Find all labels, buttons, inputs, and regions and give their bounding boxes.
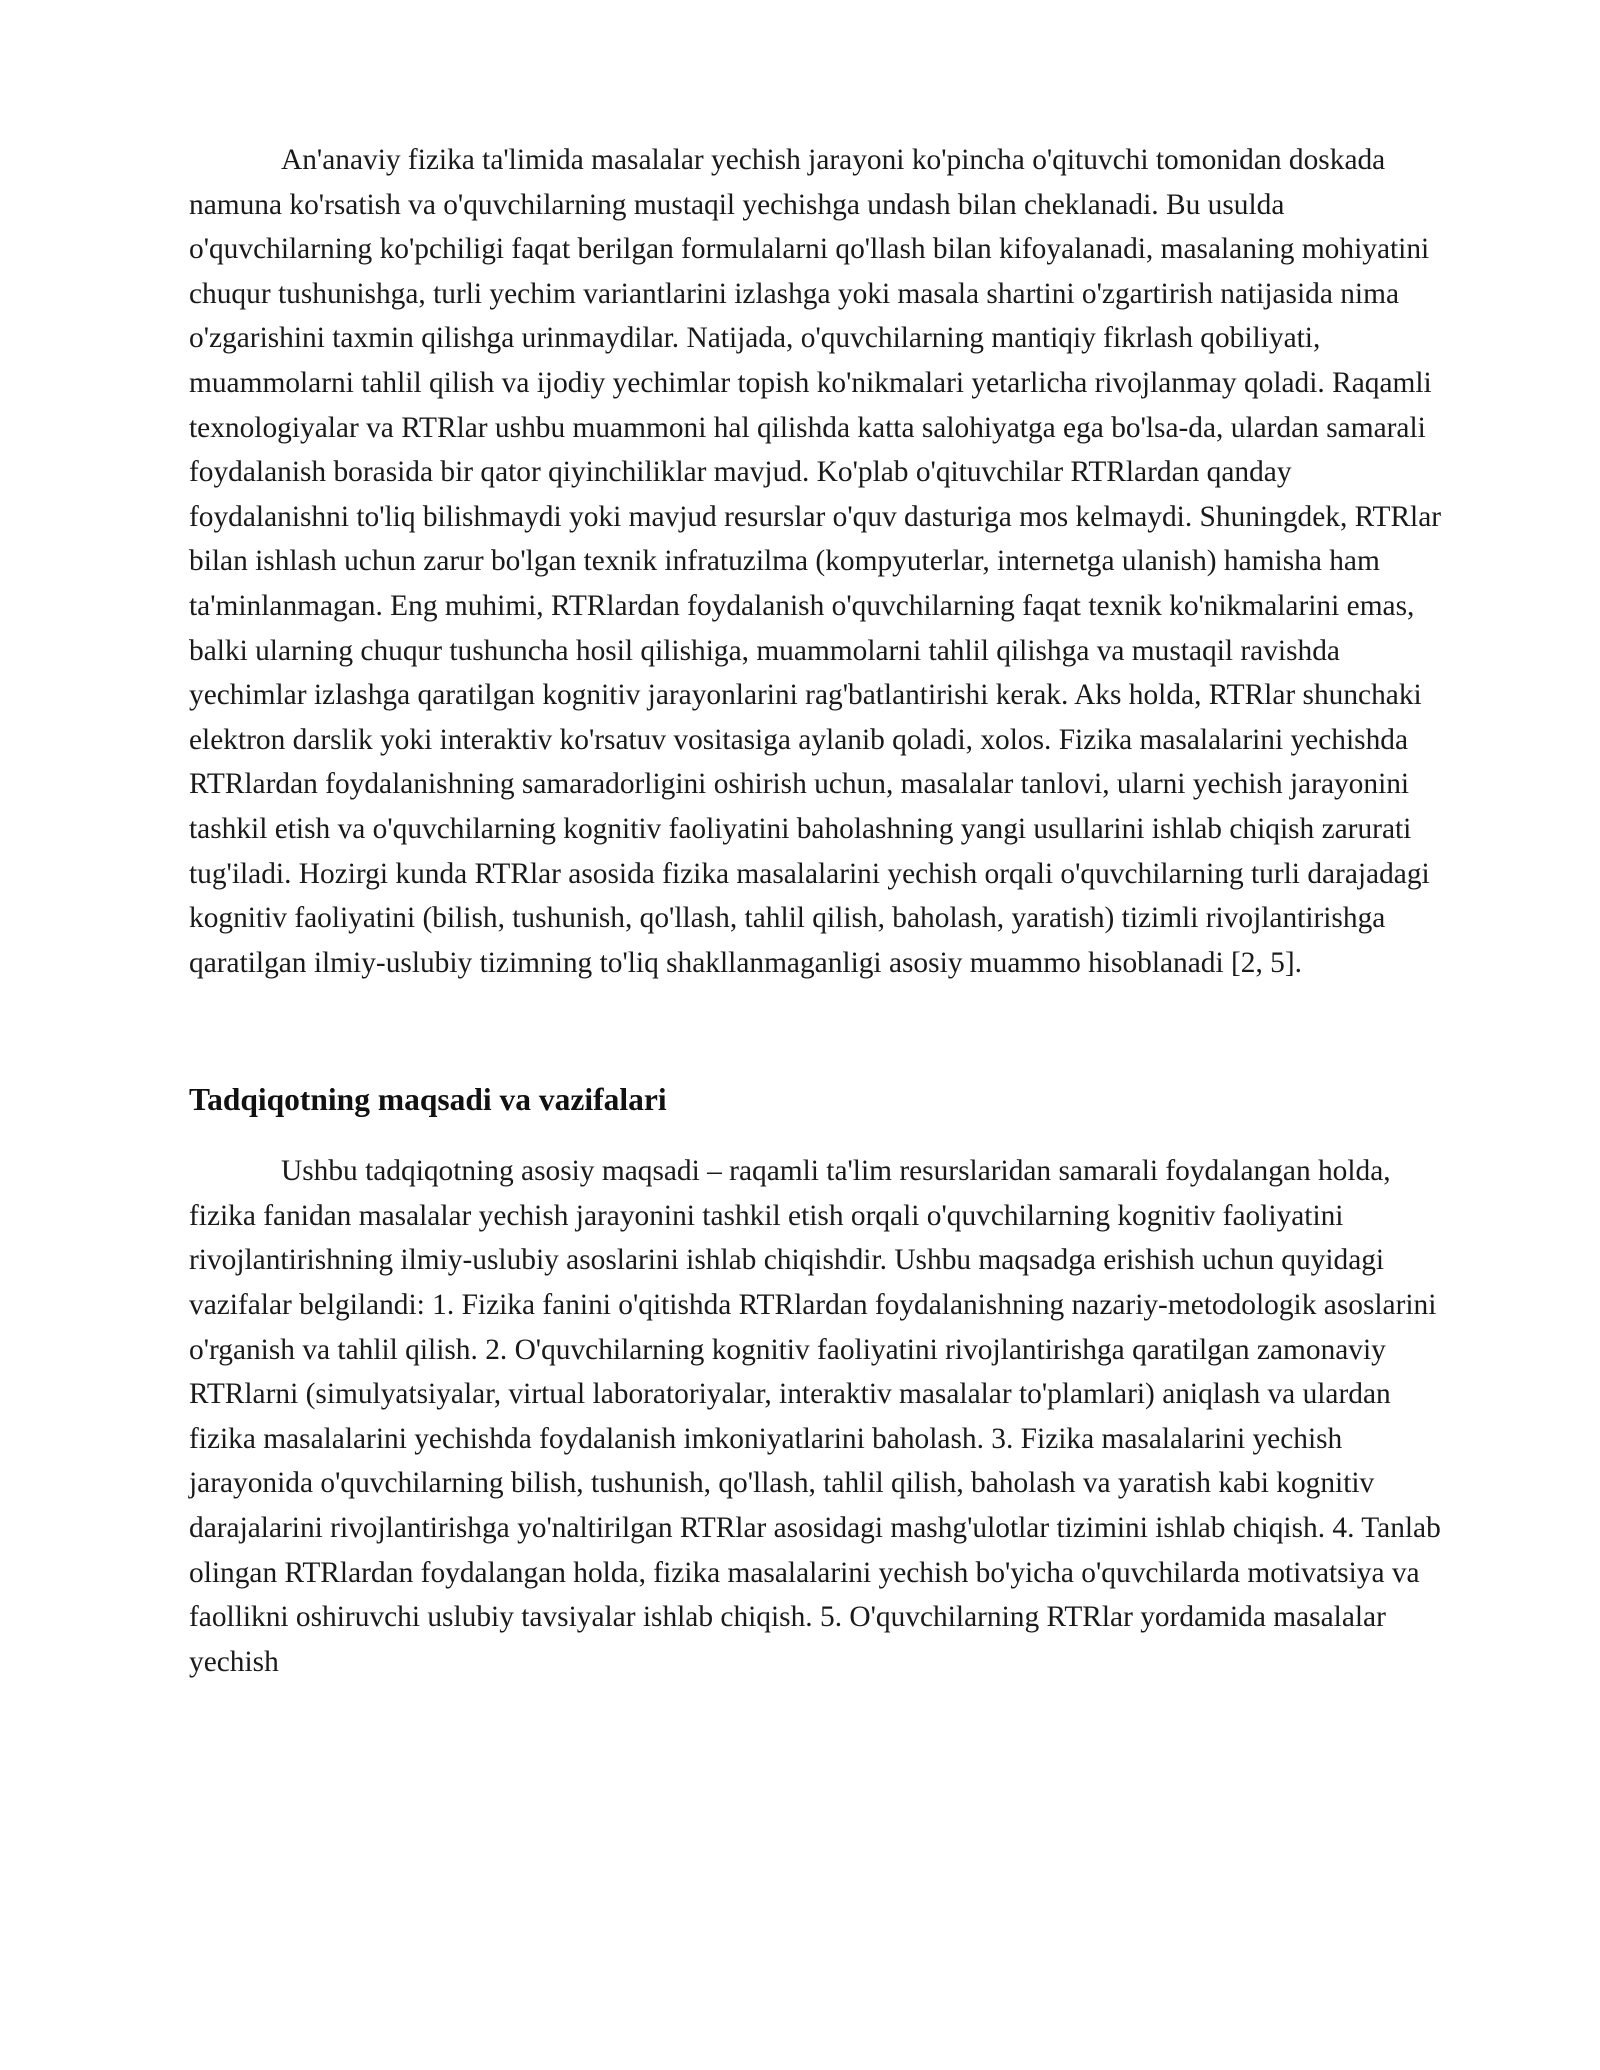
body-paragraph-problem-statement: An'anaviy fizika ta'limida masalalar yechish jarayoni ko'pincha o'qituvchi tomonidan doskada namuna ko'rsatish va o'quvchilarning mustaqil yechishga undash bilan cheklanadi. Bu usulda o'quvchilarning ko'pchiligi faqat berilgan formulalarni qo'llash bilan kifoyalanadi, masalaning mohiyatini chuqur tushunishga, turli yechim variantlarini izlashga yoki masala shartini o'zgartirish natijasida nima o'zgarishini taxmin qilishga urinmaydilar. Natijada, o'quvchilarning mantiqiy fikrlash qobiliyati, muammolarni tahlil qilish va ijodiy yechimlar topish ko'nikmalari yetarlicha rivojlanmay qoladi. Raqamli texnologiyalar va RTRlar ushbu muammoni hal qilishda katta salohiyatga ega bo'lsa-da, ulardan samarali foydalanish borasida bir qator qiyinchiliklar mavjud. Ko'plab o'qituvchilar RTRlardan qanday foydalanishni to'liq bilishmaydi yoki mavjud resurslar o'quv dasturiga mos kelmaydi. Shuningdek, RTRlar bilan ishlash uchun zarur bo'lgan texnik infratuzilma (kompyuterlar, internetga ulanish) hamisha ham ta'minlanmagan. Eng muhimi, RTRlardan foydalanish o'quvchilarning faqat texnik ko'nikmalarini emas, balki ularning chuqur tushuncha hosil qilishiga, muammolarni tahlil qilishga va mustaqil ravishda yechimlar izlashga qaratilgan kognitiv jarayonlarini rag'batlantirishi kerak. Aks holda, RTRlar shunchaki elektron darslik yoki interaktiv ko'rsatuv vositasiga aylanib qoladi, xolos. Fizika masalalarini yechishda RTRlardan foydalanishning samaradorligini oshirish uchun, masalalar tanlovi, ularni yechish jarayonini tashkil etish va o'quvchilarning kognitiv faoliyatini baholashning yangi usullarini ishlab chiqish zarurati tug'iladi. Hozirgi kunda RTRlar asosida fizika masalalarini yechish orqali o'quvchilarning turli darajadagi kognitiv faoliyatini (bilish, tushunish, qo'llash, tahlil qilish, baholash, yaratish) tizimli rivojlantirishga qaratilgan ilmiy-uslubiy tizimning to'liq shakllanmaganligi asosiy muammo hisoblanadi [2, 5]. — [189, 144, 1442, 979]
section-heading: Tadqiqotning maqsadi va vazifalari — [189, 1082, 667, 1118]
document-body — [189, 138, 1454, 1684]
body-paragraph-goals: Ushbu tadqiqotning asosiy maqsadi – raqamli ta'lim resurslaridan samarali foydalangan holda, fizika fanidan masalalar yechish jarayonini tashkil etish orqali o'quvchilarning kognitiv faoliyatini rivojlantirishning ilmiy-uslubiy asoslarini ishlab chiqishdir. Ushbu maqsadga erishish uchun quyidagi vazifalar belgilandi: 1. Fizika fanini o'qitishda RTRlardan foydalanishning nazariy-metodologik asoslarini o'rganish va tahlil qilish. 2. O'quvchilarning kognitiv faoliyatini rivojlantirishga qaratilgan zamonaviy RTRlarni (simulyatsiyalar, virtual laboratoriyalar, interaktiv masalalar to'plamlari) aniqlash va ulardan fizika masalalarini yechishda foydalanish imkoniyatlarini baholash. 3. Fizika masalalarini yechish jarayonida o'quvchilarning bilish, tushunish, qo'llash, tahlil qilish, baholash va yaratish kabi kognitiv darajalarini rivojlantirishga yo'naltirilgan RTRlar asosidagi mashg'ulotlar tizimini ishlab chiqish. 4. Tanlab olingan RTRlardan foydalangan holda, fizika masalalarini yechish bo'yicha o'quvchilarda motivatsiya va faollikni oshiruvchi uslubiy tavsiyalar ishlab chiqish. 5. O'quvchilarning RTRlar yordamida masalalar yechish — [189, 1155, 1441, 1678]
